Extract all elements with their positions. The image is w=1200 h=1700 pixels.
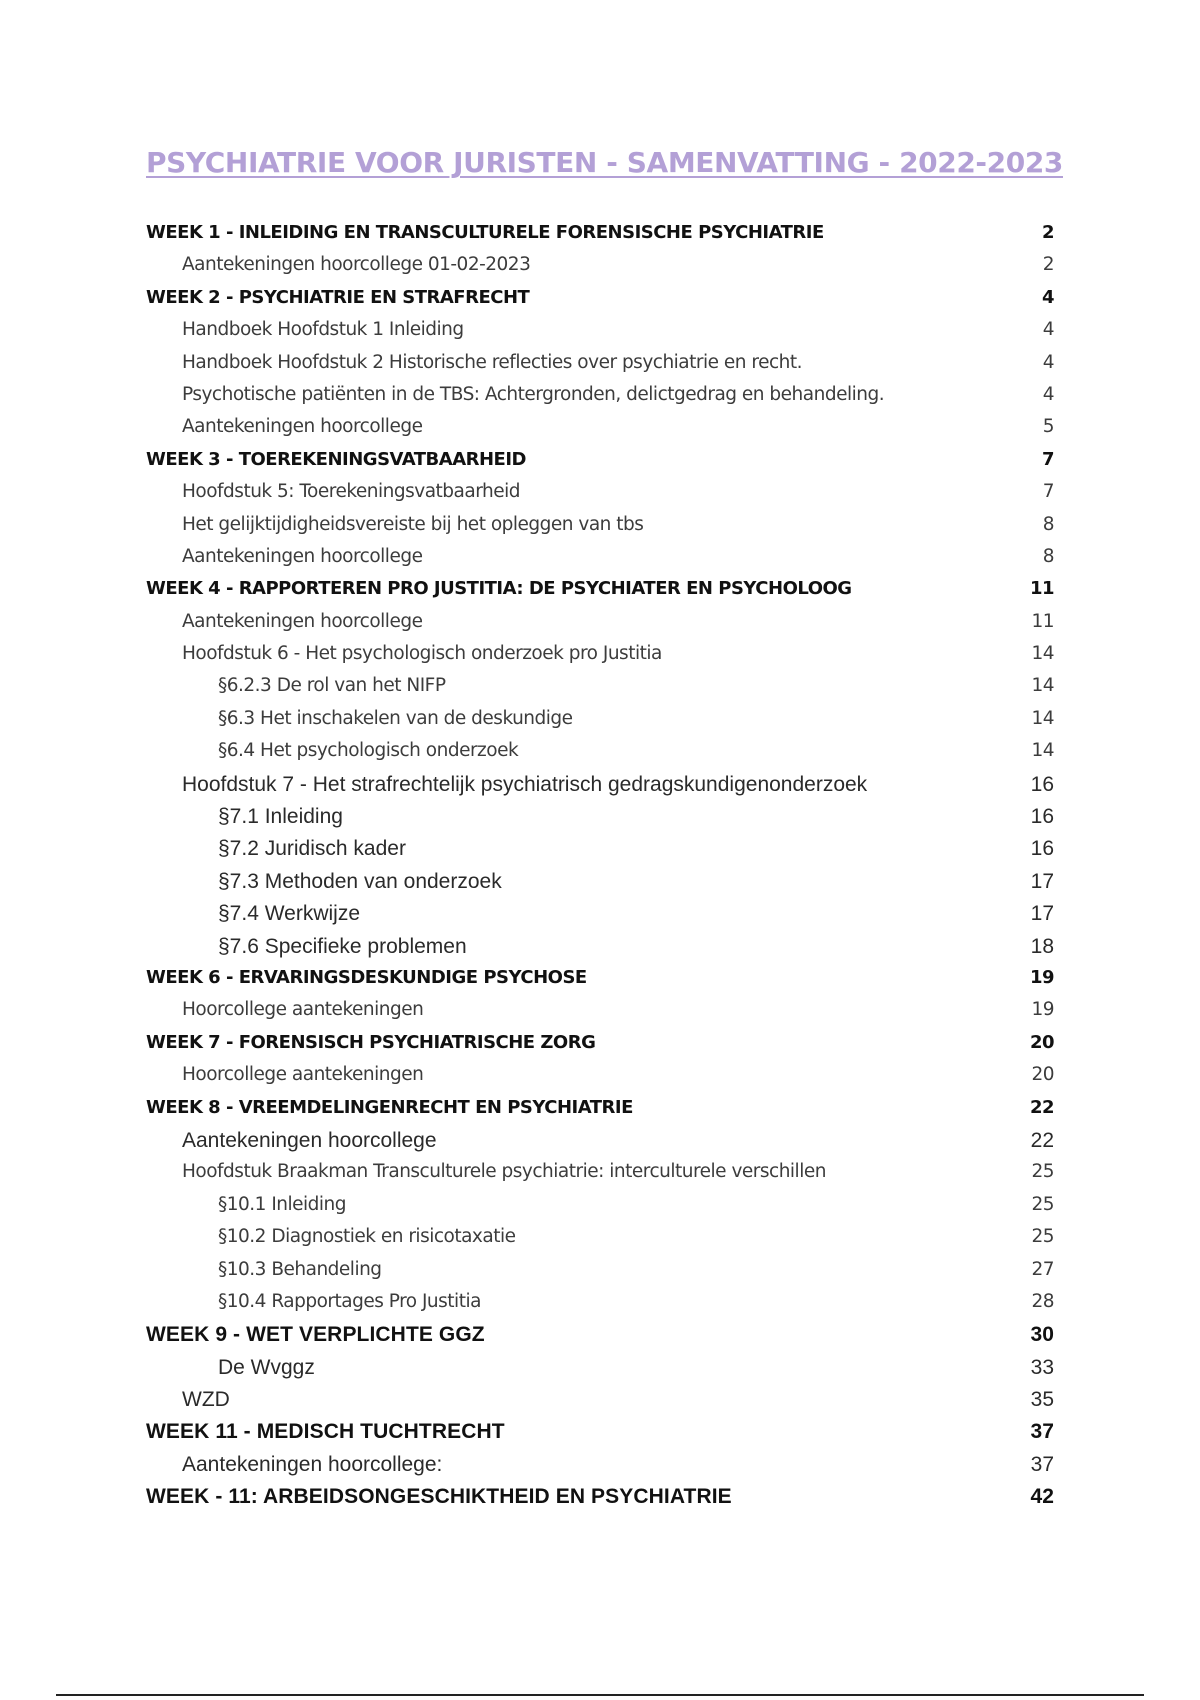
toc-entry-page-number[interactable]: 2 (1042, 254, 1054, 276)
toc-heading-entry[interactable] (146, 1097, 1054, 1129)
toc-entry-label[interactable]: WEEK 8 - VREEMDELINGENRECHT EN PSYCHIATRIE (146, 1096, 633, 1118)
toc-entry[interactable] (146, 1388, 1054, 1420)
toc-entry[interactable] (146, 643, 1054, 675)
toc-entry-label[interactable]: WZD (182, 1388, 230, 1412)
toc-entry-label[interactable]: §10.1 Inleiding (218, 1193, 347, 1215)
toc-entry[interactable] (146, 352, 1054, 384)
toc-heading-entry[interactable] (146, 1485, 1054, 1517)
toc-entry-label[interactable]: WEEK 4 - RAPPORTEREN PRO JUSTITIA: DE PSYCHIATER EN PSYCHOLOOG (146, 578, 852, 600)
toc-entry-label[interactable]: WEEK 3 - TOEREKENINGSVATBAARHEID (146, 448, 526, 470)
toc-entry[interactable] (146, 1161, 1054, 1193)
toc-entry-page-number[interactable]: 33 (1030, 1355, 1054, 1379)
toc-entry-label[interactable]: Hoorcollege aantekeningen (182, 1064, 424, 1086)
toc-entry-page-number[interactable]: 4 (1041, 286, 1054, 308)
toc-entry-label[interactable]: §10.4 Rapportages Pro Justitia (218, 1290, 481, 1312)
toc-heading-entry[interactable] (146, 967, 1054, 999)
toc-entry-label[interactable]: §7.4 Werkwijze (218, 902, 360, 926)
toc-heading-entry[interactable] (146, 1323, 1054, 1355)
toc-entry-page-number[interactable]: 22 (1030, 1128, 1054, 1152)
toc-entry-page-number[interactable]: 37 (1030, 1420, 1054, 1444)
toc-entry-page-number[interactable]: 25 (1031, 1161, 1054, 1183)
toc-entry-page-number[interactable]: 25 (1031, 1226, 1054, 1248)
toc-entry[interactable] (146, 675, 1054, 707)
toc-entry[interactable] (146, 319, 1054, 351)
toc-entry-label[interactable]: Hoofdstuk Braakman Transculturele psychiatrie: interculturele verschillen (182, 1161, 826, 1183)
table-of-contents (146, 222, 1054, 1518)
toc-entry-label[interactable]: Aantekeningen hoorcollege: (182, 1452, 443, 1476)
toc-heading-entry[interactable] (146, 1032, 1054, 1064)
toc-entry-page-number[interactable]: 16 (1030, 805, 1054, 829)
toc-entry-label[interactable]: WEEK 2 - PSYCHIATRIE EN STRAFRECHT (146, 286, 530, 308)
toc-entry-label[interactable]: Het gelijktijdigheidsvereiste bij het opleggen van tbs (182, 513, 644, 535)
toc-entry-page-number[interactable]: 4 (1042, 319, 1054, 341)
toc-entry[interactable] (146, 1291, 1054, 1323)
toc-entry-label[interactable]: §10.2 Diagnostiek en risicotaxatie (218, 1226, 516, 1248)
toc-entry-label[interactable]: WEEK 6 - ERVARINGSDESKUNDIGE PSYCHOSE (146, 966, 587, 988)
toc-entry[interactable] (146, 999, 1054, 1031)
toc-entry-page-number[interactable]: 17 (1030, 869, 1054, 893)
toc-entry-label[interactable]: Aantekeningen hoorcollege (182, 1128, 437, 1152)
toc-entry-page-number[interactable]: 17 (1030, 902, 1054, 926)
toc-entry-label[interactable]: Handboek Hoofdstuk 1 Inleiding (182, 319, 464, 341)
toc-entry[interactable] (146, 384, 1054, 416)
toc-entry[interactable] (146, 1453, 1054, 1485)
toc-entry[interactable] (146, 416, 1054, 448)
toc-entry-page-number[interactable]: 28 (1031, 1290, 1054, 1312)
toc-entry[interactable] (146, 708, 1054, 740)
toc-entry-label[interactable]: Aantekeningen hoorcollege (182, 610, 423, 632)
toc-entry-page-number[interactable]: 14 (1031, 675, 1054, 697)
toc-entry-label[interactable]: §6.2.3 De rol van het NIFP (218, 675, 446, 697)
toc-entry-page-number[interactable]: 18 (1030, 934, 1054, 958)
toc-entry-page-number[interactable]: 8 (1042, 513, 1054, 535)
toc-entry-page-number[interactable]: 14 (1031, 643, 1054, 665)
toc-entry-label[interactable]: WEEK 9 - WET VERPLICHTE GGZ (146, 1323, 485, 1347)
toc-entry-page-number[interactable]: 14 (1031, 740, 1054, 762)
toc-entry-label[interactable]: WEEK 7 - FORENSISCH PSYCHIATRISCHE ZORG (146, 1031, 596, 1053)
toc-entry-label[interactable]: WEEK - 11: ARBEIDSONGESCHIKTHEID EN PSYCHIATRIE (146, 1485, 732, 1509)
toc-entry-label[interactable]: WEEK 1 - INLEIDING EN TRANSCULTURELE FORENSISCHE PSYCHIATRIE (146, 222, 824, 243)
toc-entry[interactable] (146, 1064, 1054, 1096)
toc-entry-page-number[interactable]: 8 (1042, 545, 1054, 567)
toc-entry-page-number[interactable]: 2 (1041, 222, 1054, 243)
toc-heading-entry[interactable] (146, 578, 1054, 610)
toc-entry[interactable] (146, 902, 1054, 934)
toc-entry[interactable] (146, 805, 1054, 837)
toc-entry-label[interactable]: Hoofdstuk 5: Toerekeningsvatbaarheid (182, 481, 520, 503)
toc-entry-page-number[interactable]: 42 (1030, 1485, 1054, 1509)
toc-entry[interactable] (146, 1259, 1054, 1291)
toc-entry[interactable] (146, 1356, 1054, 1388)
toc-entry[interactable] (146, 837, 1054, 869)
toc-entry-page-number[interactable]: 30 (1030, 1323, 1054, 1347)
toc-entry-label[interactable]: WEEK 11 - MEDISCH TUCHTRECHT (146, 1420, 505, 1444)
toc-entry-page-number[interactable]: 7 (1041, 448, 1054, 470)
toc-entry-page-number[interactable]: 7 (1042, 481, 1054, 503)
document-title[interactable]: PSYCHIATRIE VOOR JURISTEN - SAMENVATTING - 2022-2023 (146, 146, 1063, 179)
toc-entry[interactable] (146, 870, 1054, 902)
toc-entry-page-number[interactable]: 20 (1031, 1064, 1054, 1086)
toc-entry-page-number[interactable]: 20 (1029, 1031, 1054, 1053)
toc-entry-label[interactable]: §7.1 Inleiding (218, 805, 343, 829)
toc-entry[interactable] (146, 546, 1054, 578)
toc-entry-page-number[interactable]: 14 (1031, 707, 1054, 729)
toc-entry[interactable] (146, 740, 1054, 772)
toc-entry-page-number[interactable]: 37 (1030, 1452, 1054, 1476)
toc-entry-page-number[interactable]: 4 (1042, 383, 1054, 405)
toc-heading-entry[interactable] (146, 287, 1054, 319)
toc-entry-page-number[interactable]: 16 (1030, 837, 1054, 861)
toc-entry-label[interactable]: Psychotische patiënten in de TBS: Achtergronden, delictgedrag en behandeling. (182, 383, 885, 405)
toc-entry-page-number[interactable]: 4 (1042, 351, 1054, 373)
toc-entry[interactable] (146, 254, 1054, 286)
toc-entry-page-number[interactable]: 5 (1042, 416, 1054, 438)
toc-entry-page-number[interactable]: 16 (1030, 772, 1054, 796)
toc-entry[interactable] (146, 935, 1054, 967)
toc-entry[interactable] (146, 514, 1054, 546)
toc-entry-label[interactable]: §6.3 Het inschakelen van de deskundige (218, 707, 573, 729)
toc-entry[interactable] (146, 611, 1054, 643)
toc-entry-page-number[interactable]: 22 (1029, 1096, 1054, 1118)
toc-entry-page-number[interactable]: 25 (1031, 1193, 1054, 1215)
toc-entry-label[interactable]: §7.6 Specifieke problemen (218, 934, 467, 958)
toc-entry-page-number[interactable]: 35 (1030, 1388, 1054, 1412)
toc-entry-page-number[interactable]: 19 (1029, 966, 1054, 988)
toc-entry-page-number[interactable]: 27 (1031, 1258, 1054, 1280)
toc-entry-page-number[interactable]: 19 (1031, 999, 1054, 1021)
toc-entry-page-number[interactable]: 11 (1029, 578, 1054, 600)
toc-entry[interactable] (146, 1129, 1054, 1161)
toc-entry-label[interactable]: Hoofdstuk 6 - Het psychologisch onderzoek pro Justitia (182, 643, 662, 665)
toc-entry[interactable] (146, 773, 1054, 805)
toc-entry[interactable] (146, 1194, 1054, 1226)
toc-entry-label[interactable]: §10.3 Behandeling (218, 1258, 382, 1280)
toc-entry-label[interactable]: Hoorcollege aantekeningen (182, 999, 424, 1021)
footer-divider (56, 1694, 1144, 1696)
toc-entry-label[interactable]: §7.3 Methoden van onderzoek (218, 869, 502, 893)
toc-entry-label[interactable]: §7.2 Juridisch kader (218, 837, 406, 861)
toc-entry-label[interactable]: Aantekeningen hoorcollege (182, 416, 423, 438)
toc-entry-label[interactable]: Aantekeningen hoorcollege 01-02-2023 (182, 254, 531, 276)
toc-heading-entry[interactable] (146, 449, 1054, 481)
toc-heading-entry[interactable] (146, 222, 1054, 254)
toc-entry-label[interactable]: Handboek Hoofdstuk 2 Historische reflecties over psychiatrie en recht. (182, 351, 803, 373)
toc-entry-label[interactable]: De Wvggz (218, 1355, 315, 1379)
toc-entry[interactable] (146, 481, 1054, 513)
toc-entry-label[interactable]: Aantekeningen hoorcollege (182, 545, 423, 567)
toc-entry-label[interactable]: Hoofdstuk 7 - Het strafrechtelijk psychiatrisch gedragskundigenonderzoek (182, 772, 868, 796)
toc-entry[interactable] (146, 1226, 1054, 1258)
toc-heading-entry[interactable] (146, 1420, 1054, 1452)
toc-entry-label[interactable]: §6.4 Het psychologisch onderzoek (218, 740, 519, 762)
toc-entry-page-number[interactable]: 11 (1031, 610, 1054, 632)
